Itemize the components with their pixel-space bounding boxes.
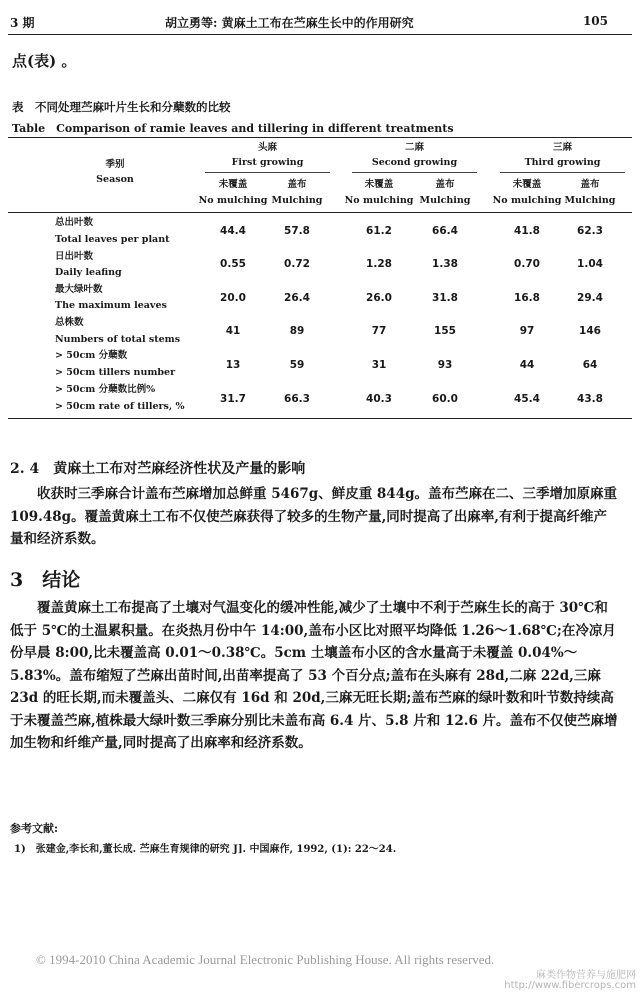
sub-header-1-en: No mulching	[198, 195, 268, 206]
sub-header-4-cn: 盖布	[435, 179, 455, 190]
watermark-text: 麻类作物营养与施肥网	[536, 970, 636, 981]
table-cell: 0.70	[514, 258, 540, 270]
table-cell: 31.7	[220, 393, 246, 405]
page-number: 105	[582, 14, 608, 28]
section-heading-2-4: 2. 4 黄麻土工布对苎麻经济性状及产量的影响	[10, 461, 306, 477]
issue-number: 3 期	[10, 16, 35, 30]
reference-item: 1) 张建金,李长和,董长成. 苎麻生育规律的研究 J]. 中国麻作, 1992, (1): 22～24.	[14, 844, 397, 855]
table-cell: 1.28	[366, 258, 392, 270]
table-cell: 41.8	[514, 225, 540, 237]
table-cell: 97	[519, 325, 535, 337]
season-header-en: Season	[96, 174, 134, 185]
table-cell: 40.3	[366, 393, 392, 405]
group-rule-2	[352, 172, 477, 173]
group-header-1-cn: 头麻	[257, 142, 277, 153]
table-cell: 57.8	[284, 225, 310, 237]
table-cell: 64	[582, 359, 598, 371]
table-cell: 0.72	[284, 258, 310, 270]
sub-header-6-en: Mulching	[564, 195, 616, 206]
table-cell: 0.55	[220, 258, 246, 270]
section-2-4-paragraph: 收获时三季麻合计盖布苎麻增加总鲜重 5467g、鲜皮重 844g。盖布苎麻在二、三季增加原麻重 109.48g。覆盖黄麻土工布不仅使苎麻获得了较多的生物产量,同时提高了出麻率,有利于提高纤维产量和经济系数。	[10, 486, 618, 547]
group-header-2-cn: 二麻	[404, 142, 424, 153]
table-cell: 13	[225, 359, 241, 371]
row-label-total-stems-en: Numbers of total stems	[55, 334, 181, 345]
running-title: 胡立勇等: 黄麻土工布在苎麻生长中的作用研究	[165, 16, 414, 30]
table-cell: 93	[437, 359, 453, 371]
table-cell: 1.38	[432, 258, 458, 270]
running-header	[0, 10, 640, 32]
copyright-notice: © 1994-2010 China Academic Journal Electronic Publishing House. All rights reserved.	[36, 952, 495, 967]
table-cell: 155	[434, 325, 456, 337]
table-cell: 44	[519, 359, 535, 371]
table-cell: 45.4	[514, 393, 540, 405]
table-cell: 61.2	[366, 225, 392, 237]
sub-header-1-cn: 未覆盖	[218, 179, 248, 190]
group-header-3-en: Third growing	[524, 157, 601, 168]
group-rule-3	[500, 172, 625, 173]
section-3-body	[10, 597, 620, 755]
table-cell: 62.3	[577, 225, 603, 237]
table-cell: 20.0	[220, 292, 246, 304]
sub-header-3-en: No mulching	[344, 195, 414, 206]
table-bottom-rule	[8, 418, 632, 419]
table-cell: 43.8	[577, 393, 603, 405]
table-cell: 89	[289, 325, 305, 337]
sub-header-5-cn: 未覆盖	[512, 179, 542, 190]
row-label-daily-leafing-en: Daily leafing	[55, 267, 122, 278]
section-3-paragraph: 覆盖黄麻土工布提高了土壤对气温变化的缓冲性能,减少了土壤中不利于苎麻生长的高于 30℃和低于 5℃的土温累积量。在炎热月份中午 14:00,盖布小区比对照平均降低 1.26～1.68℃;在冷凉月份早晨 8:00,比未覆盖高 0.01～0.38℃。5cm 土壤盖布小区的含水量高于未覆盖 0.04%～5.83%。盖布缩短了苎麻出苗时间,出苗率提高了 53 个百分点;盖布在头麻有 28d,二麻 22d,三麻 23d 的旺长期,而未覆盖头、二麻仅有 16d 和 20d,三麻无旺长期;盖布苎麻的绿叶数和叶节数持续高于未覆盖苎麻,植株最大绿叶数三季麻分别比未盖布高 6.4 片、5.8 片和 12.6 片。盖布不仅使苎麻增加生物和纤维产量,同时提高了出麻率和经济系数。	[10, 600, 618, 751]
table-cell: 41	[225, 325, 241, 337]
sub-header-6-cn: 盖布	[580, 179, 600, 190]
table-cell: 16.8	[514, 292, 540, 304]
header-rule	[8, 34, 632, 35]
table-cell: 31.8	[432, 292, 458, 304]
row-label-tillers-cn: > 50cm 分蘖数	[55, 350, 128, 361]
table-cell: 66.4	[432, 225, 458, 237]
watermark-url: http://www.fibercrops.com	[504, 980, 636, 991]
row-label-total-stems-cn: 总株数	[55, 317, 84, 328]
table-header-rule	[8, 212, 632, 213]
table-cell: 59	[289, 359, 305, 371]
sub-header-3-cn: 未覆盖	[364, 179, 394, 190]
section-heading-3: 3 结论	[10, 569, 81, 591]
table-cell: 1.04	[577, 258, 603, 270]
row-label-total-leaves-cn: 总出叶数	[55, 217, 94, 228]
group-header-1-en: First growing	[231, 157, 304, 168]
group-header-2-en: Second growing	[371, 157, 458, 168]
row-label-max-leaves-cn: 最大绿叶数	[55, 284, 103, 295]
table-cell: 77	[371, 325, 387, 337]
sub-header-2-en: Mulching	[271, 195, 323, 206]
group-header-3-cn: 三麻	[552, 142, 572, 153]
sub-header-4-en: Mulching	[419, 195, 471, 206]
sub-header-2-cn: 盖布	[287, 179, 307, 190]
season-header-cn: 季别	[105, 159, 125, 170]
section-2-4-body	[10, 483, 620, 551]
table-cell: 66.3	[284, 393, 310, 405]
row-label-tillers-en: > 50cm tillers number	[55, 367, 176, 378]
row-label-tiller-rate-cn: > 50cm 分蘖数比例%	[55, 384, 156, 395]
references-title: 参考文献:	[10, 822, 59, 835]
table-cell: 31	[371, 359, 387, 371]
table-top-rule	[8, 137, 632, 138]
table-cell: 29.4	[577, 292, 603, 304]
table-cell: 146	[579, 325, 601, 337]
continued-text: 点(表) 。	[12, 52, 77, 70]
row-label-tiller-rate-en: > 50cm rate of tillers, %	[55, 401, 185, 412]
table-cell: 26.4	[284, 292, 310, 304]
table-cell: 26.0	[366, 292, 392, 304]
row-label-total-leaves-en: Total leaves per plant	[55, 234, 170, 245]
row-label-daily-leafing-cn: 日出叶数	[55, 251, 94, 262]
table-caption-cn: 表 不同处理苎麻叶片生长和分蘖数的比较	[12, 100, 231, 114]
table-cell: 44.4	[220, 225, 246, 237]
table-caption-en: Table Comparison of ramie leaves and tillering in different treatments	[12, 122, 454, 135]
table-cell: 60.0	[432, 393, 458, 405]
sub-header-5-en: No mulching	[492, 195, 562, 206]
group-rule-1	[205, 172, 330, 173]
row-label-max-leaves-en: The maximum leaves	[55, 300, 167, 311]
